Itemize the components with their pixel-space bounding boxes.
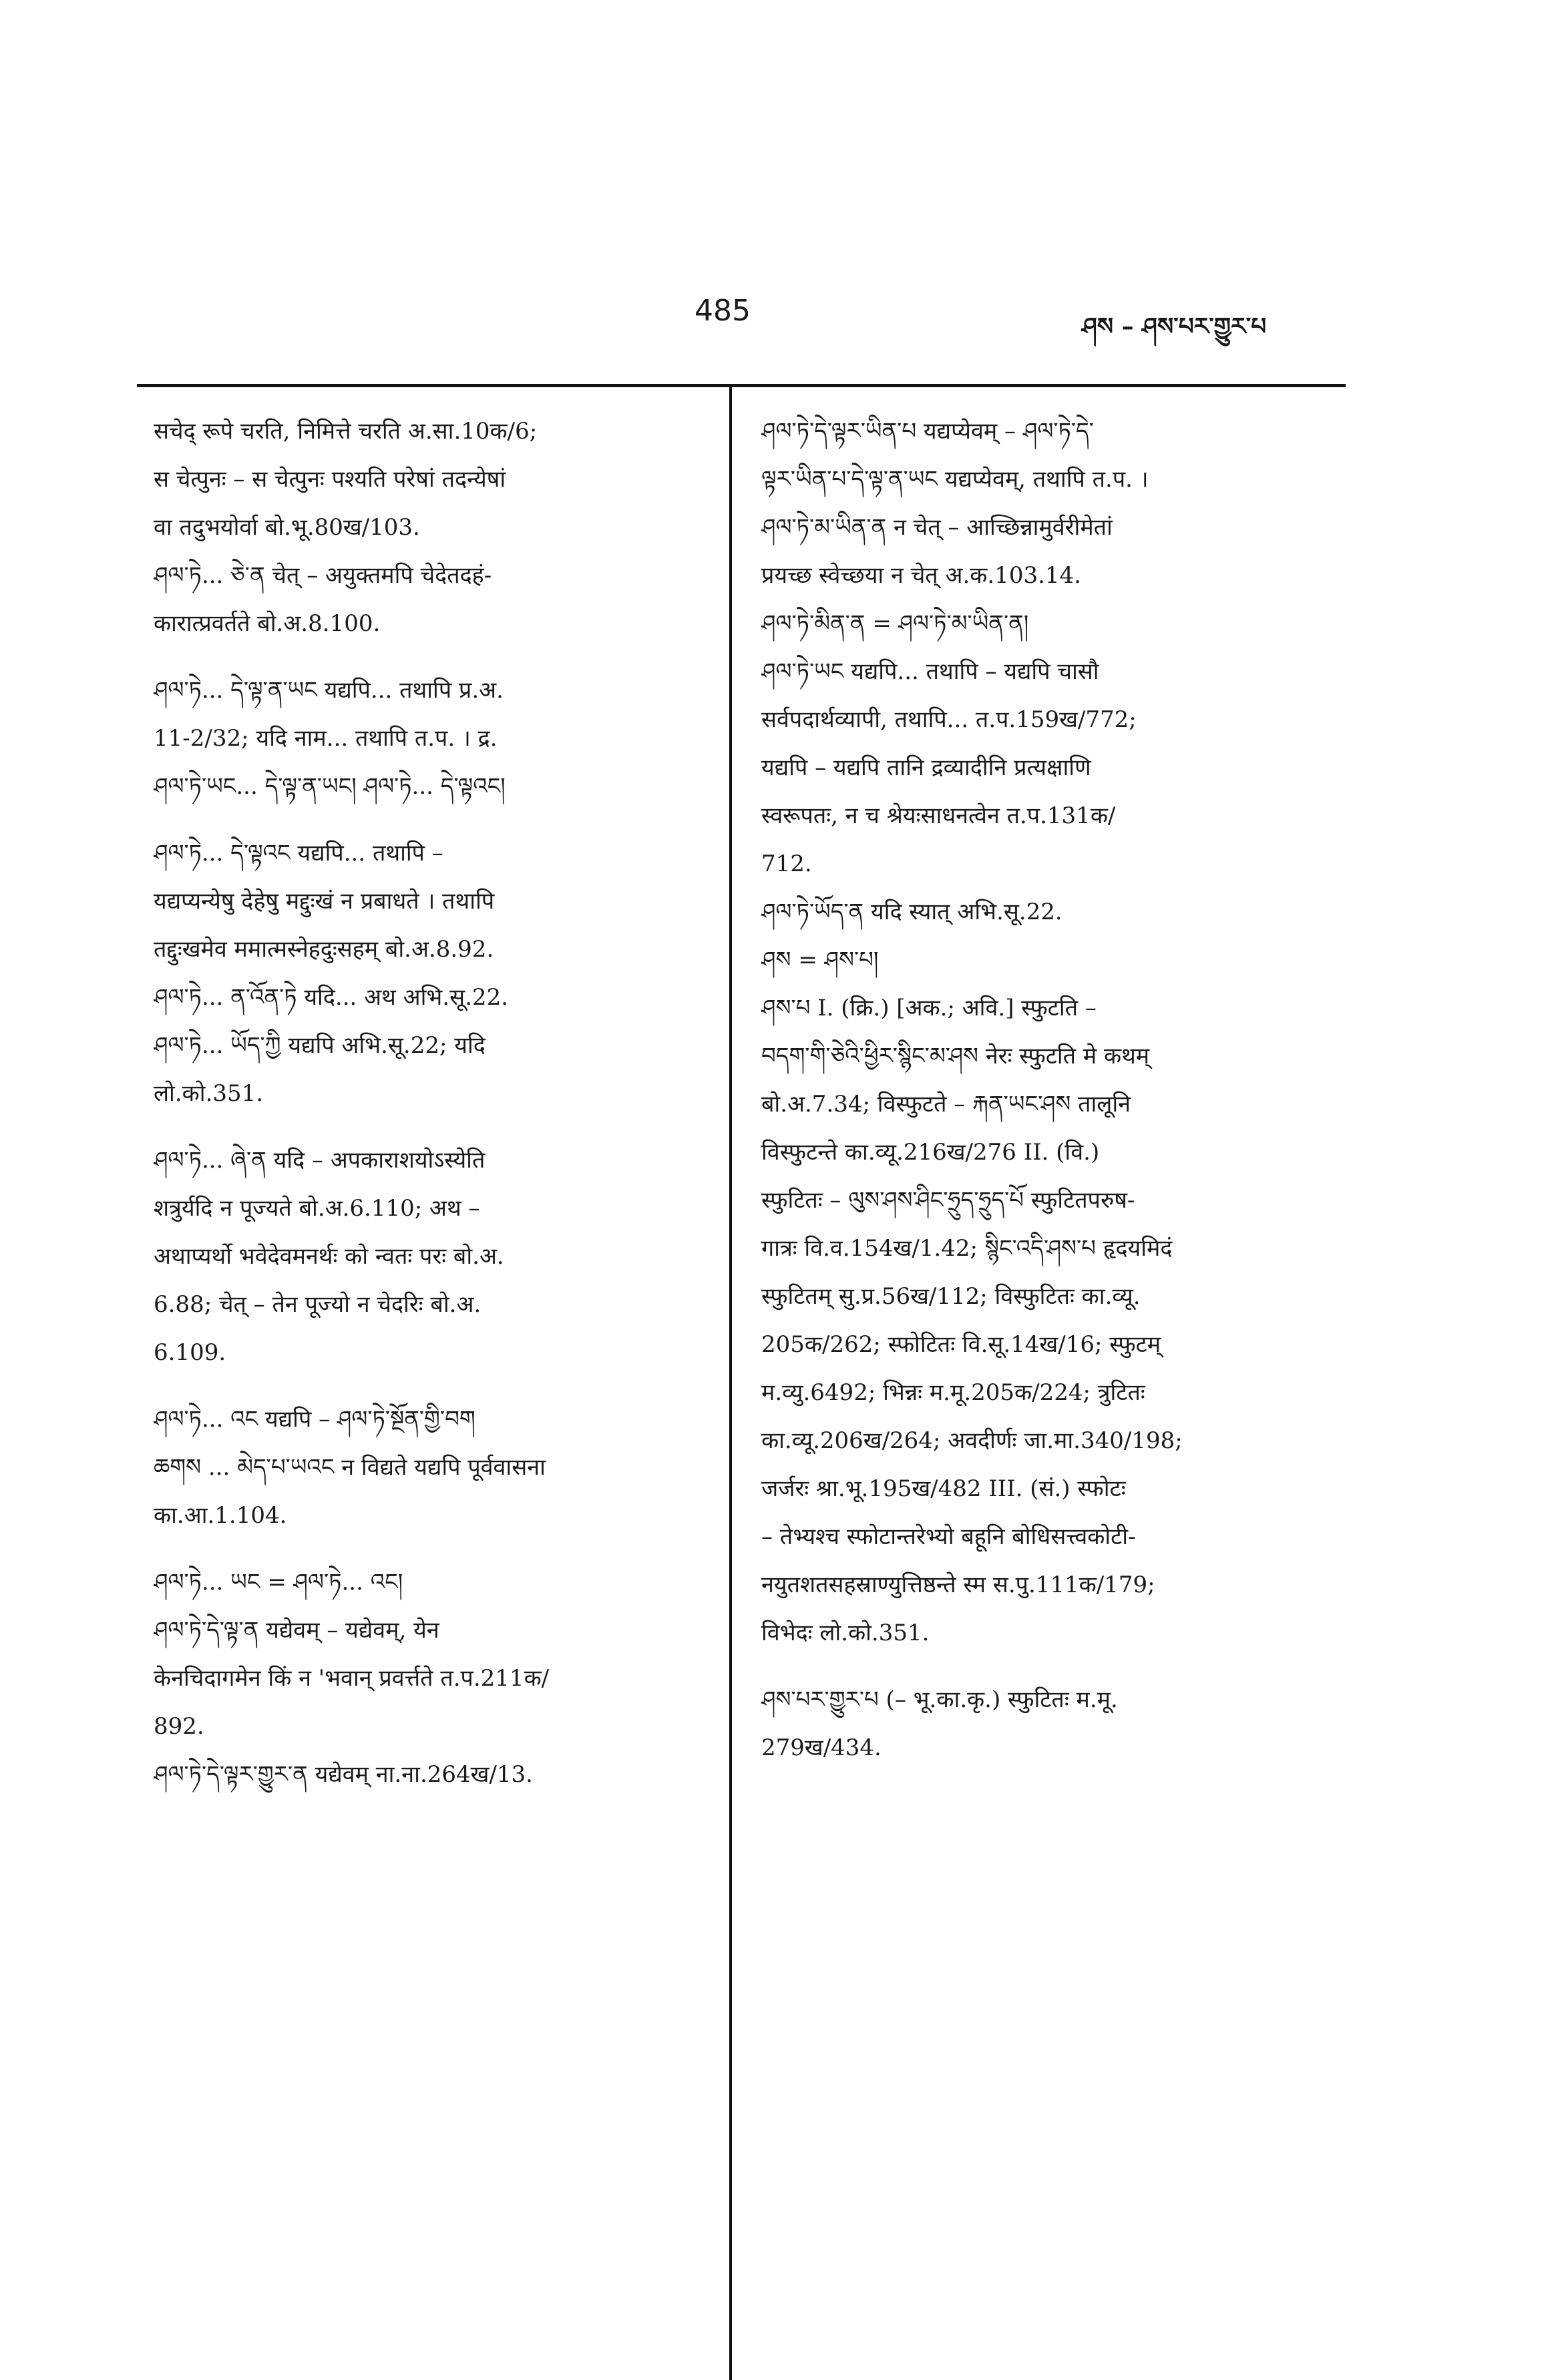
text-line: म.व्यु.6492; भिन्नः म.मू.205क/224; त्रुटितः xyxy=(761,1379,1145,1406)
spacer xyxy=(154,1377,701,1395)
text-line: वा तदुभयोर्वा बो.भू.80ख/103. xyxy=(154,514,420,541)
text-line: जर्जरः श्रा.भू.195ख/482 III. (सं.) स्फोटः xyxy=(761,1475,1126,1502)
header-rule xyxy=(137,384,1346,387)
text-line: ཤལ་ཏེ་མིན་ན = ཤལ་ཏེ་མ་ཡིན་ན། xyxy=(761,610,1029,637)
text-line: स्फुटितम् सु.प्र.56ख/112; विस्फुटितः का.व्यू. xyxy=(761,1283,1141,1310)
text-line: ཤལ་ཏེ་དེ་ལྟར་གྱུར་ན यद्येवम् ना.ना.264ख/13. xyxy=(154,1761,533,1788)
text-line: ཤལ་ཏེ... དེ་ལྟའང यद्यपि... तथापि – xyxy=(154,840,443,867)
text-line: 279ख/434. xyxy=(761,1734,882,1761)
text-line: ཤལ་ཏེ་ཡང यद्यपि... तथापि – यद्यपि चासौ xyxy=(761,658,1099,685)
text-line: ཤལ་ཏེ... ཅེ་ན चेत् – अयुक्तमपि चेदेतदहं- xyxy=(154,562,492,589)
text-line: ཤས = ཤས་པ། xyxy=(761,947,879,973)
text-line: ཤལ་ཏེ་དེ་ལྟར་ཡིན་པ यद्यप्येवम् – ཤལ་ཏེ་དེ་ xyxy=(761,418,1094,445)
text-line: विस्फुटन्ते का.व्यू.216ख/276 II. (वि.) xyxy=(761,1139,1100,1166)
text-line: अथाप्यर्थो भवेदेवमनर्थः को न्वतः परः बो.अ. xyxy=(154,1243,504,1270)
text-line: – तेभ्यश्च स्फोटान्तरेभ्यो बहूनि बोधिसत्त्वकोटी- xyxy=(761,1523,1136,1550)
spacer xyxy=(154,1118,701,1136)
text-line: ཤས་པ I. (क्रि.) [अक.; अवि.] स्फुटति – xyxy=(761,995,1097,1021)
text-line: ཤལ་ཏེ... ཞེ་ན यदि – अपकाराशयोऽस्येति xyxy=(154,1147,485,1174)
text-line: 205क/262; स्फोटितः वि.सू.14ख/16; स्फुटम् xyxy=(761,1331,1161,1358)
left-column xyxy=(154,407,701,1799)
text-line: शत्रुर्यदि न पूज्यते बो.अ.6.110; अथ – xyxy=(154,1195,480,1222)
text-line: ཤལ་ཏེ་ཡང... དེ་ལྟ་ན་ཡང། ཤལ་ཏེ... དེ་ལྟའང། xyxy=(154,773,506,800)
text-line: 11-2/32; यदि नाम... तथापि त.प. । द्र. xyxy=(154,725,498,752)
text-line: ཤལ་ཏེ... ན་འོན་ཏེ यदि... अथ अभि.सू.22. xyxy=(154,984,509,1011)
text-line: ཤལ་ཏེ... ཡོད་ཀྱི यद्यपि अभि.सू.22; यदि xyxy=(154,1032,485,1059)
text-line: यद्यपि – यद्यपि तानि द्रव्यादीनि प्रत्यक्षाणि xyxy=(761,754,1091,781)
text-line: 6.109. xyxy=(154,1339,226,1366)
spacer xyxy=(154,648,701,666)
text-line: बो.अ.7.34; विस्फुटते – རྐན་ཡང་ཤས तालूनि xyxy=(761,1091,1131,1118)
text-line: ཤལ་ཏེ... ཡང = ཤལ་ཏེ... འང། xyxy=(154,1569,403,1596)
text-line: ལྟར་ཡིན་པ་དེ་ལྟ་ན་ཡང यद्यप्येवम्, तथापि त.प. । xyxy=(761,466,1149,493)
right-column xyxy=(761,407,1316,1772)
text-line: ཤལ་ཏེ་ཡོད་ན यदि स्यात् अभि.सू.22. xyxy=(761,899,1062,925)
text-line: 892. xyxy=(154,1713,204,1740)
text-line: स्फुटितः – ལུས་ཤས་ཤིང་ཧྲུད་ཧྲུད་པོ स्फुटितपरुष- xyxy=(761,1187,1135,1214)
spacer xyxy=(154,810,701,829)
text-line: ཤལ་ཏེ... འང यद्यपि – ཤལ་ཏེ་སྔོན་གྱི་བག xyxy=(154,1406,475,1433)
text-line: ཤལ་ཏེ... དེ་ལྟ་ན་ཡང यद्यपि... तथापि प्र.अ. xyxy=(154,677,504,704)
text-line: 6.88; चेत् – तेन पूज्यो न चेदरिः बो.अ. xyxy=(154,1291,481,1318)
text-line: प्रयच्छ स्वेच्छया न चेत् अ.क.103.14. xyxy=(761,562,1081,589)
text-line: ཤས་པར་གྱུར་པ (– भू.का.कृ.) स्फुटितः म.मू. xyxy=(761,1686,1118,1713)
text-line: तद्दुःखमेव ममात्मस्नेहदुःसहम् बो.अ.8.92. xyxy=(154,936,494,963)
text-line: लो.को.351. xyxy=(154,1080,264,1107)
text-line: ཤལ་ཏེ་མ་ཡིན་ན न चेत् – आच्छिन्नामुर्वरीमेतां xyxy=(761,514,1113,541)
page-number: 485 xyxy=(695,294,751,328)
text-line: कारात्प्रवर्तते बो.अ.8.100. xyxy=(154,610,381,637)
text-line: स चेत्पुनः – स चेत्पुनः पश्यति परेषां तदन्येषां xyxy=(154,466,506,493)
spacer xyxy=(154,1539,701,1558)
running-head: ཤས – ཤས་པར་གྱུར་པ xyxy=(1082,312,1267,340)
text-line: सचेद् रूपे चरति, निमित्ते चरति अ.सा.10क/6; xyxy=(154,418,538,445)
text-line: सर्वपदार्थव्यापी, तथापि... त.प.159ख/772; xyxy=(761,706,1137,733)
text-line: ཆགས ... མེད་པ་ཡའང न विद्यते यद्यपि पूर्ववासना xyxy=(154,1454,546,1481)
text-line: गात्रः वि.व.154ख/1.42; སྙིང་འདི་ཤས་པ हृदयमिदं xyxy=(761,1235,1173,1262)
text-line: का.आ.1.104. xyxy=(154,1502,287,1529)
text-line: यद्यप्यन्येषु देहेषु मद्दुःखं न प्रबाधते । तथापि xyxy=(154,888,495,915)
text-line: स्वरूपतः, न च श्रेयःसाधनत्वेन त.प.131क/ xyxy=(761,802,1116,829)
spacer xyxy=(761,1657,1316,1676)
text-line: केनचिदागमेन किं न 'भवान् प्रवर्त्तते त.प.211क/ xyxy=(154,1665,550,1692)
text-line: ཤལ་ཏེ་དེ་ལྟ་ན यद्येवम् – यद्येवम्, येन xyxy=(154,1617,439,1644)
text-line: का.व्यू.206ख/264; अवदीर्णः जा.मा.340/198; xyxy=(761,1427,1183,1454)
text-line: विभेदः लो.को.351. xyxy=(761,1620,930,1646)
text-line: བདག་གི་ཅེའི་ཕྱིར་སྙིང་མ་ཤས नेरः स्फुटति मे कथम् xyxy=(761,1043,1150,1069)
column-divider xyxy=(729,387,732,2380)
text-line: नयुतशतसहस्राण्युत्तिष्ठन्ते स्म स.पु.111क/179; xyxy=(761,1572,1155,1598)
text-line: 712. xyxy=(761,851,812,877)
